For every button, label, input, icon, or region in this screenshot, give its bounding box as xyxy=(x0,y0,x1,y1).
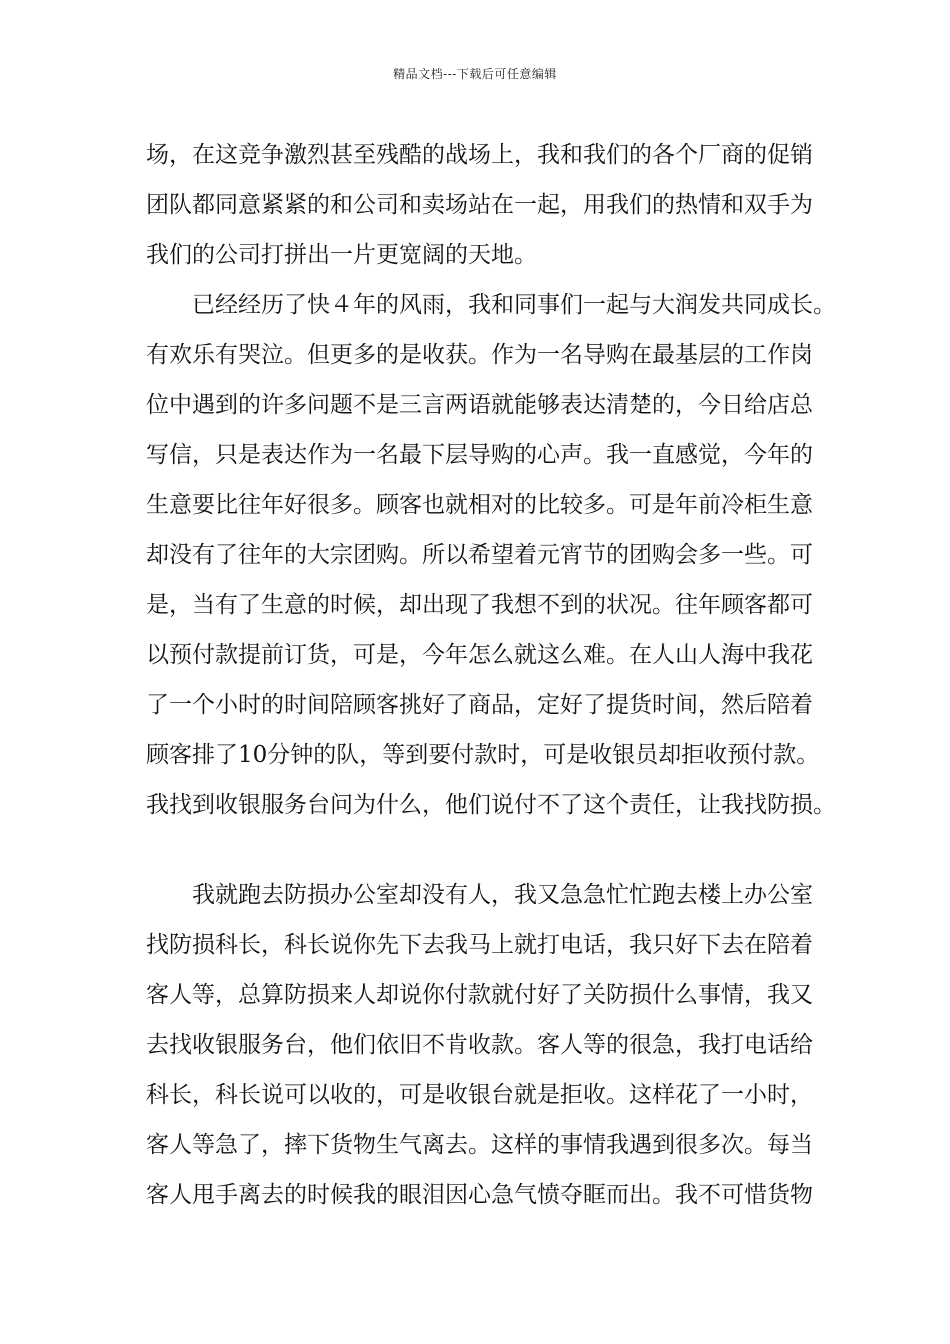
text-line: 我就跑去防损办公室却没有人，我又急急忙忙跑去楼上办公室 xyxy=(192,882,813,908)
text-line: 是，当有了生意的时候，却出现了我想不到的状况。往年顾客都可 xyxy=(146,592,813,618)
text-line: 位中遇到的许多问题不是三言两语就能够表达清楚的，今日给店总 xyxy=(146,392,813,418)
text-line: 已经经历了快４年的风雨，我和同事们一起与大润发共同成长。 xyxy=(192,292,836,318)
text-line: 找防损科长，科长说你先下去我马上就打电话，我只好下去在陪着 xyxy=(146,932,813,958)
paragraph-1 xyxy=(146,130,836,280)
paragraph-2 xyxy=(146,280,836,830)
text-line: 去找收银服务台，他们依旧不肯收款。客人等的很急，我打电话给 xyxy=(146,1032,813,1058)
paragraph-gap xyxy=(146,830,836,870)
text-line: 以预付款提前订货，可是，今年怎么就这么难。在人山人海中我花 xyxy=(146,642,813,668)
text-line: 场，在这竞争激烈甚至残酷的战场上，我和我们的各个厂商的促销 xyxy=(146,142,813,168)
text-line: 写信，只是表达作为一名最下层导购的心声。我一直感觉，今年的 xyxy=(146,442,813,468)
text-line: 客人甩手离去的时候我的眼泪因心急气愤夺眶而出。我不可惜货物 xyxy=(146,1182,813,1208)
text-line: 团队都同意紧紧的和公司和卖场站在一起，用我们的热情和双手为 xyxy=(146,192,813,218)
text-line: 有欢乐有哭泣。但更多的是收获。作为一名导购在最基层的工作岗 xyxy=(146,342,813,368)
text-line: 我们的公司打拼出一片更宽阔的天地。 xyxy=(146,242,537,268)
page-header: 精品文档---下载后可任意编辑 xyxy=(393,67,557,81)
text-line: 了一个小时的时间陪顾客挑好了商品，定好了提货时间，然后陪着 xyxy=(146,692,813,718)
text-line: 客人等急了，摔下货物生气离去。这样的事情我遇到很多次。每当 xyxy=(146,1132,813,1158)
text-line: 却没有了往年的大宗团购。所以希望着元宵节的团购会多一些。可 xyxy=(146,542,813,568)
text-line: 客人等，总算防损来人却说你付款就付好了关防损什么事情，我又 xyxy=(146,982,813,1008)
text-line: 生意要比往年好很多。顾客也就相对的比较多。可是年前冷柜生意 xyxy=(146,492,813,518)
paragraph-3 xyxy=(146,870,836,1220)
document-body xyxy=(146,130,836,1220)
text-line: 我找到收银服务台问为什么，他们说付不了这个责任，让我找防损。 xyxy=(146,792,836,818)
text-line: 科长，科长说可以收的，可是收银台就是拒收。这样花了一小时， xyxy=(146,1082,813,1108)
text-line: 顾客排了10分钟的队，等到要付款时，可是收银员却拒收预付款。 xyxy=(146,742,820,768)
